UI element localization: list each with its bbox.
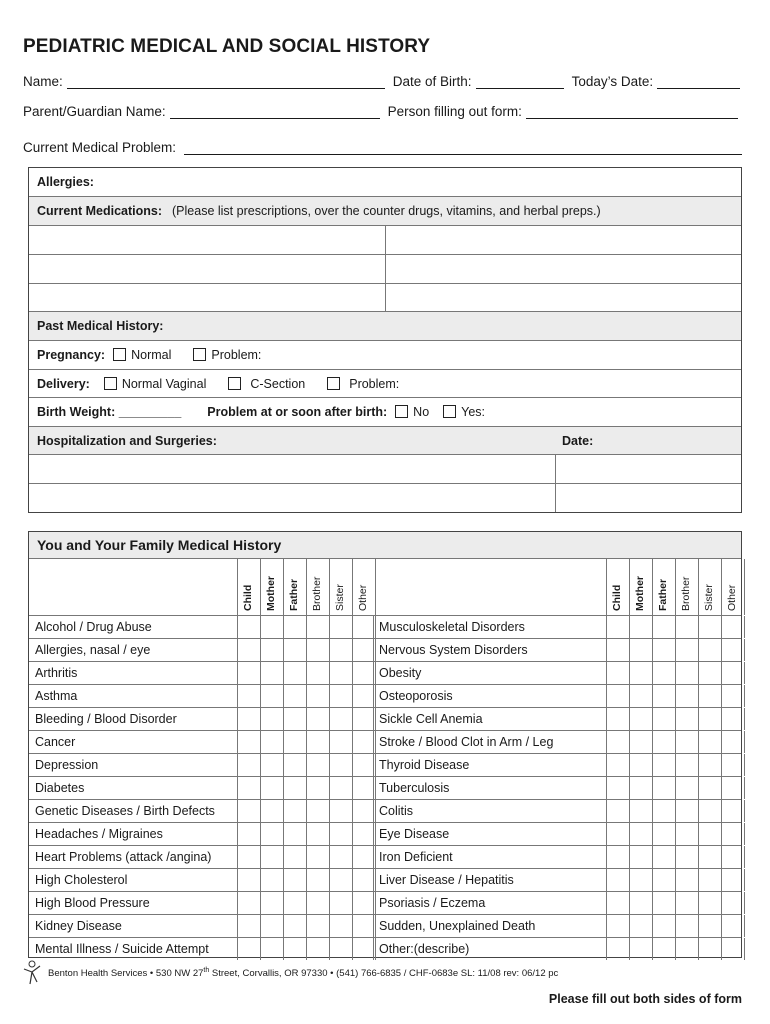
- checkbox-cell-other[interactable]: [721, 616, 744, 638]
- column-header-sister: Sister: [329, 559, 352, 615]
- table-row: [29, 845, 741, 868]
- checkbox-cell-mother[interactable]: [629, 892, 652, 914]
- checkbox-cell-father[interactable]: [652, 616, 675, 638]
- checkbox-cell-mother[interactable]: [260, 915, 283, 937]
- checkbox-cell-other[interactable]: [721, 685, 744, 707]
- checkbox-cell-child[interactable]: [237, 662, 260, 684]
- checkbox-cell-brother[interactable]: [306, 708, 329, 730]
- checkbox-cell-sister[interactable]: [698, 639, 721, 661]
- checkbox-cell-father[interactable]: [283, 639, 306, 661]
- checkbox-cell-child[interactable]: [237, 892, 260, 914]
- checkbox-cell-sister[interactable]: [698, 708, 721, 730]
- hospitalization-entry-row[interactable]: [29, 484, 741, 512]
- table-row: [29, 868, 741, 891]
- checkbox-cell-mother[interactable]: [629, 754, 652, 776]
- condition-label: Kidney Disease: [35, 919, 122, 933]
- birth-problem-yes-label: Yes:: [461, 405, 486, 419]
- checkbox-cell-other[interactable]: [352, 846, 375, 868]
- condition-label: Nervous System Disorders: [379, 643, 528, 657]
- delivery-problem-label: Problem:: [349, 376, 400, 391]
- delivery-csection-label: C-Section: [250, 376, 306, 391]
- checkbox-cell-sister[interactable]: [329, 915, 352, 937]
- pregnancy-problem-checkbox[interactable]: [193, 348, 206, 361]
- family-history-header: [29, 532, 741, 559]
- condition-label: Diabetes: [35, 781, 85, 795]
- hospitalization-date-label: Date:: [562, 433, 594, 448]
- checkbox-cell-brother[interactable]: [675, 777, 698, 799]
- checkbox-cell-father[interactable]: [652, 754, 675, 776]
- checkbox-cell-sister[interactable]: [698, 754, 721, 776]
- checkbox-cell-sister[interactable]: [698, 869, 721, 891]
- checkbox-cell-mother[interactable]: [260, 823, 283, 845]
- checkbox-cell-father[interactable]: [652, 823, 675, 845]
- checkbox-cell-other[interactable]: [721, 938, 744, 960]
- today-label: Today’s Date:: [571, 74, 654, 89]
- checkbox-cell-other[interactable]: [352, 915, 375, 937]
- table-row: [29, 891, 741, 914]
- checkbox-cell-other[interactable]: [352, 685, 375, 707]
- hospitalization-entry-row[interactable]: [29, 455, 741, 484]
- checkbox-cell-father[interactable]: [283, 731, 306, 753]
- checkbox-cell-sister[interactable]: [698, 823, 721, 845]
- checkbox-cell-father[interactable]: [283, 846, 306, 868]
- delivery-csection-checkbox[interactable]: [228, 377, 241, 390]
- checkbox-cell-other[interactable]: [352, 777, 375, 799]
- family-history-body: [29, 615, 741, 960]
- checkbox-cell-father[interactable]: [283, 685, 306, 707]
- checkbox-cell-brother[interactable]: [675, 685, 698, 707]
- checkbox-cell-brother[interactable]: [675, 846, 698, 868]
- condition-label: Headaches / Migraines: [35, 827, 163, 841]
- checkbox-cell-sister[interactable]: [698, 846, 721, 868]
- checkbox-cell-brother[interactable]: [306, 823, 329, 845]
- pregnancy-label: Pregnancy:: [37, 348, 106, 362]
- condition-label: Iron Deficient: [379, 850, 453, 864]
- guardian-line: [23, 104, 738, 119]
- checkbox-cell-other[interactable]: [352, 639, 375, 661]
- checkbox-cell-other[interactable]: [721, 754, 744, 776]
- table-row: [29, 730, 741, 753]
- family-history-title: You and Your Family Medical History: [37, 537, 282, 553]
- checkbox-cell-sister[interactable]: [329, 754, 352, 776]
- checkbox-cell-brother[interactable]: [306, 892, 329, 914]
- checkbox-cell-child[interactable]: [237, 777, 260, 799]
- checkbox-cell-child[interactable]: [237, 823, 260, 845]
- checkbox-cell-child[interactable]: [606, 662, 629, 684]
- person-field[interactable]: [526, 105, 738, 119]
- checkbox-cell-child[interactable]: [606, 731, 629, 753]
- checkbox-cell-sister[interactable]: [329, 639, 352, 661]
- checkbox-cell-child[interactable]: [606, 800, 629, 822]
- checkbox-cell-other[interactable]: [352, 731, 375, 753]
- checkbox-cell-other[interactable]: [721, 846, 744, 868]
- checkbox-cell-mother[interactable]: [260, 777, 283, 799]
- birth-problem-no-label: No: [413, 405, 430, 419]
- current-meds-row: [29, 197, 741, 226]
- condition-label: Other:(describe): [379, 942, 470, 956]
- checkbox-cell-sister[interactable]: [698, 731, 721, 753]
- checkbox-cell-father[interactable]: [283, 708, 306, 730]
- name-line: [23, 74, 740, 89]
- column-header-father: Father: [652, 559, 675, 615]
- column-header-sister: Sister: [698, 559, 721, 615]
- checkbox-cell-brother[interactable]: [675, 869, 698, 891]
- checkbox-cell-sister[interactable]: [698, 915, 721, 937]
- column-header-father: Father: [283, 559, 306, 615]
- checkbox-cell-other[interactable]: [352, 892, 375, 914]
- condition-label: Musculoskeletal Disorders: [379, 620, 525, 634]
- checkbox-cell-child[interactable]: [237, 639, 260, 661]
- checkbox-cell-sister[interactable]: [329, 777, 352, 799]
- checkbox-cell-sister[interactable]: [698, 892, 721, 914]
- checkbox-cell-sister[interactable]: [329, 731, 352, 753]
- condition-label: Tuberculosis: [379, 781, 450, 795]
- person-label: Person filling out form:: [387, 104, 522, 119]
- medical-box: [28, 167, 742, 513]
- footer-address: Benton Health Services • 530 NW 27th Street, Corvallis, OR 97330 • (541) 766-6835 / CHF-0683e SL: 11/08 rev: 06/12 pc: [48, 966, 559, 980]
- past-history-title: Past Medical History:: [37, 319, 164, 333]
- checkbox-cell-father[interactable]: [283, 616, 306, 638]
- condition-label: Liver Disease / Hepatitis: [379, 873, 514, 887]
- condition-label: Sickle Cell Anemia: [379, 712, 483, 726]
- condition-label: High Blood Pressure: [35, 896, 150, 910]
- checkbox-cell-child[interactable]: [606, 754, 629, 776]
- table-row: [29, 937, 741, 960]
- condition-label: Sudden, Unexplained Death: [379, 919, 536, 933]
- delivery-vaginal-label: Normal Vaginal: [121, 376, 207, 391]
- checkbox-cell-child[interactable]: [606, 685, 629, 707]
- condition-label: Obesity: [379, 666, 422, 680]
- checkbox-cell-child[interactable]: [606, 892, 629, 914]
- meds-entry-row[interactable]: [29, 226, 741, 255]
- checkbox-cell-other[interactable]: [352, 708, 375, 730]
- checkbox-cell-father[interactable]: [652, 846, 675, 868]
- checkbox-cell-child[interactable]: [606, 869, 629, 891]
- checkbox-cell-mother[interactable]: [629, 708, 652, 730]
- name-field[interactable]: [67, 75, 385, 89]
- column-header-mother: Mother: [629, 559, 652, 615]
- checkbox-cell-child[interactable]: [606, 777, 629, 799]
- checkbox-cell-brother[interactable]: [306, 731, 329, 753]
- table-row: [29, 776, 741, 799]
- condition-label: Cancer: [35, 735, 76, 749]
- checkbox-cell-child[interactable]: [606, 639, 629, 661]
- checkbox-cell-child[interactable]: [237, 800, 260, 822]
- checkbox-cell-brother[interactable]: [306, 662, 329, 684]
- checkbox-cell-other[interactable]: [721, 639, 744, 661]
- checkbox-cell-mother[interactable]: [260, 616, 283, 638]
- checkbox-cell-mother[interactable]: [260, 639, 283, 661]
- checkbox-cell-brother[interactable]: [675, 616, 698, 638]
- checkbox-cell-mother[interactable]: [629, 662, 652, 684]
- checkbox-cell-other[interactable]: [352, 616, 375, 638]
- condition-label: Bleeding / Blood Disorder: [35, 712, 177, 726]
- pregnancy-normal-checkbox[interactable]: [113, 348, 126, 361]
- checkbox-cell-child[interactable]: [237, 616, 260, 638]
- table-row: [29, 822, 741, 845]
- condition-label: High Cholesterol: [35, 873, 128, 887]
- checkbox-cell-mother[interactable]: [629, 846, 652, 868]
- checkbox-cell-other[interactable]: [352, 938, 375, 960]
- checkbox-cell-sister[interactable]: [329, 800, 352, 822]
- checkbox-cell-father[interactable]: [652, 685, 675, 707]
- checkbox-cell-brother[interactable]: [306, 754, 329, 776]
- checkbox-cell-brother[interactable]: [675, 823, 698, 845]
- table-row: [29, 661, 741, 684]
- checkbox-cell-mother[interactable]: [629, 639, 652, 661]
- checkbox-cell-father[interactable]: [283, 938, 306, 960]
- checkbox-cell-other[interactable]: [352, 800, 375, 822]
- column-header-child: Child: [606, 559, 629, 615]
- birth-problem-no-checkbox[interactable]: [395, 405, 408, 418]
- checkbox-cell-brother[interactable]: [306, 800, 329, 822]
- checkbox-cell-sister[interactable]: [698, 662, 721, 684]
- checkbox-cell-sister[interactable]: [329, 823, 352, 845]
- checkbox-cell-other[interactable]: [721, 869, 744, 891]
- table-row: [29, 707, 741, 730]
- checkbox-cell-sister[interactable]: [329, 869, 352, 891]
- column-header-other: Other: [721, 559, 744, 615]
- checkbox-cell-father[interactable]: [652, 639, 675, 661]
- checkbox-cell-child[interactable]: [237, 938, 260, 960]
- checkbox-cell-brother[interactable]: [675, 639, 698, 661]
- checkbox-cell-brother[interactable]: [675, 938, 698, 960]
- today-field[interactable]: [657, 75, 740, 89]
- past-history-row: [29, 312, 741, 341]
- checkbox-cell-child[interactable]: [606, 616, 629, 638]
- checkbox-cell-brother[interactable]: [675, 754, 698, 776]
- benton-logo-icon: [22, 960, 42, 986]
- checkbox-cell-mother[interactable]: [260, 869, 283, 891]
- form-title: PEDIATRIC MEDICAL AND SOCIAL HISTORY: [23, 36, 431, 57]
- checkbox-cell-mother[interactable]: [260, 685, 283, 707]
- checkbox-cell-brother[interactable]: [306, 777, 329, 799]
- checkbox-cell-mother[interactable]: [629, 731, 652, 753]
- checkbox-cell-mother[interactable]: [260, 846, 283, 868]
- current-meds-note: (Please list prescriptions, over the counter drugs, vitamins, and herbal preps.): [172, 204, 601, 218]
- guardian-field[interactable]: [170, 105, 380, 119]
- family-history-table: [28, 531, 742, 958]
- checkbox-cell-brother[interactable]: [306, 616, 329, 638]
- pregnancy-normal-label: Normal: [131, 348, 172, 362]
- checkbox-cell-mother[interactable]: [629, 869, 652, 891]
- checkbox-cell-sister[interactable]: [698, 777, 721, 799]
- checkbox-cell-other[interactable]: [721, 892, 744, 914]
- condition-label: Depression: [35, 758, 99, 772]
- pregnancy-problem-label: Problem:: [211, 348, 262, 362]
- checkbox-cell-sister[interactable]: [329, 685, 352, 707]
- table-row: [29, 615, 741, 638]
- checkbox-cell-mother[interactable]: [629, 938, 652, 960]
- checkbox-cell-child[interactable]: [237, 869, 260, 891]
- condition-label: Arthritis: [35, 666, 78, 680]
- column-header-mother: Mother: [260, 559, 283, 615]
- condition-label: Allergies, nasal / eye: [35, 643, 151, 657]
- condition-label: Eye Disease: [379, 827, 450, 841]
- checkbox-cell-father[interactable]: [283, 892, 306, 914]
- guardian-label: Parent/Guardian Name:: [23, 104, 166, 119]
- checkbox-cell-father[interactable]: [283, 800, 306, 822]
- checkbox-cell-child[interactable]: [237, 685, 260, 707]
- checkbox-cell-child[interactable]: [237, 708, 260, 730]
- checkbox-cell-brother[interactable]: [675, 915, 698, 937]
- hospitalization-header-row: [29, 427, 741, 455]
- checkbox-cell-sister[interactable]: [329, 616, 352, 638]
- allergies-row[interactable]: [29, 168, 741, 197]
- column-header-brother: Brother: [306, 559, 329, 615]
- checkbox-cell-child[interactable]: [237, 915, 260, 937]
- condition-label: Psoriasis / Eczema: [379, 896, 486, 910]
- checkbox-cell-child[interactable]: [606, 915, 629, 937]
- checkbox-cell-child[interactable]: [237, 846, 260, 868]
- checkbox-cell-sister[interactable]: [329, 708, 352, 730]
- checkbox-cell-sister[interactable]: [329, 662, 352, 684]
- condition-label: Thyroid Disease: [379, 758, 470, 772]
- dob-field[interactable]: [476, 75, 564, 89]
- checkbox-cell-father[interactable]: [652, 938, 675, 960]
- checkbox-cell-mother[interactable]: [629, 616, 652, 638]
- current-problem-line: [23, 140, 742, 155]
- condition-label: Genetic Diseases / Birth Defects: [35, 804, 215, 818]
- checkbox-cell-mother[interactable]: [629, 685, 652, 707]
- checkbox-cell-father[interactable]: [283, 823, 306, 845]
- checkbox-cell-mother[interactable]: [629, 800, 652, 822]
- checkbox-cell-father[interactable]: [283, 915, 306, 937]
- checkbox-cell-mother[interactable]: [260, 892, 283, 914]
- checkbox-cell-child[interactable]: [606, 938, 629, 960]
- problem-birth-label: Problem at or soon after birth:: [207, 405, 388, 419]
- checkbox-cell-brother[interactable]: [675, 800, 698, 822]
- checkbox-cell-sister[interactable]: [329, 892, 352, 914]
- current-meds-label: Current Medications:: [37, 204, 163, 218]
- meds-entry-row[interactable]: [29, 255, 741, 284]
- condition-label: Alcohol / Drug Abuse: [35, 620, 152, 634]
- current-problem-field[interactable]: [184, 141, 742, 155]
- checkbox-cell-brother[interactable]: [306, 685, 329, 707]
- table-row: [29, 799, 741, 822]
- delivery-problem-checkbox[interactable]: [327, 377, 340, 390]
- checkbox-cell-mother[interactable]: [629, 777, 652, 799]
- checkbox-cell-father[interactable]: [652, 892, 675, 914]
- checkbox-cell-other[interactable]: [721, 731, 744, 753]
- checkbox-cell-other[interactable]: [352, 823, 375, 845]
- checkbox-cell-sister[interactable]: [329, 938, 352, 960]
- birth-problem-yes-checkbox[interactable]: [443, 405, 456, 418]
- checkbox-cell-child[interactable]: [237, 754, 260, 776]
- birth-weight-row: [29, 398, 741, 427]
- checkbox-cell-father[interactable]: [283, 662, 306, 684]
- footer: [22, 960, 558, 986]
- checkbox-cell-other[interactable]: [721, 823, 744, 845]
- checkbox-cell-other[interactable]: [352, 662, 375, 684]
- checkbox-cell-father[interactable]: [652, 731, 675, 753]
- checkbox-cell-brother[interactable]: [306, 639, 329, 661]
- column-header-child: Child: [237, 559, 260, 615]
- checkbox-cell-brother[interactable]: [675, 662, 698, 684]
- checkbox-cell-mother[interactable]: [260, 938, 283, 960]
- table-row: [29, 638, 741, 661]
- checkbox-cell-other[interactable]: [352, 754, 375, 776]
- condition-label: Mental Illness / Suicide Attempt: [35, 942, 209, 956]
- footer-note: Please fill out both sides of form: [548, 992, 742, 1006]
- checkbox-cell-child[interactable]: [237, 731, 260, 753]
- checkbox-cell-child[interactable]: [606, 708, 629, 730]
- checkbox-cell-father[interactable]: [283, 754, 306, 776]
- table-row: [29, 753, 741, 776]
- checkbox-cell-other[interactable]: [721, 662, 744, 684]
- current-problem-label: Current Medical Problem:: [23, 140, 177, 155]
- delivery-label: Delivery:: [37, 376, 90, 391]
- checkbox-cell-father[interactable]: [652, 800, 675, 822]
- checkbox-cell-mother[interactable]: [260, 662, 283, 684]
- checkbox-cell-sister[interactable]: [698, 616, 721, 638]
- checkbox-cell-mother[interactable]: [260, 731, 283, 753]
- checkbox-cell-father[interactable]: [283, 777, 306, 799]
- checkbox-cell-child[interactable]: [606, 846, 629, 868]
- checkbox-cell-brother[interactable]: [675, 708, 698, 730]
- condition-label: Stroke / Blood Clot in Arm / Leg: [379, 735, 554, 749]
- checkbox-cell-father[interactable]: [652, 708, 675, 730]
- delivery-row: [29, 370, 741, 398]
- dob-label: Date of Birth:: [392, 74, 472, 89]
- checkbox-cell-father[interactable]: [652, 915, 675, 937]
- birth-weight-label[interactable]: Birth Weight: _________: [37, 405, 182, 419]
- checkbox-cell-sister[interactable]: [329, 846, 352, 868]
- condition-label: Asthma: [35, 689, 78, 703]
- checkbox-cell-mother[interactable]: [260, 754, 283, 776]
- checkbox-cell-other[interactable]: [721, 800, 744, 822]
- checkbox-cell-father[interactable]: [652, 869, 675, 891]
- family-column-headers: [29, 559, 741, 615]
- column-header-brother: Brother: [675, 559, 698, 615]
- checkbox-cell-sister[interactable]: [698, 938, 721, 960]
- checkbox-cell-mother[interactable]: [260, 708, 283, 730]
- checkbox-cell-sister[interactable]: [698, 800, 721, 822]
- checkbox-cell-father[interactable]: [652, 777, 675, 799]
- checkbox-cell-sister[interactable]: [698, 685, 721, 707]
- condition-label: Osteoporosis: [379, 689, 453, 703]
- checkbox-cell-father[interactable]: [283, 869, 306, 891]
- column-header-other: Other: [352, 559, 375, 615]
- condition-label: Heart Problems (attack /angina): [35, 850, 212, 864]
- checkbox-cell-brother[interactable]: [675, 731, 698, 753]
- checkbox-cell-mother[interactable]: [629, 823, 652, 845]
- checkbox-cell-brother[interactable]: [306, 938, 329, 960]
- delivery-vaginal-checkbox[interactable]: [104, 377, 117, 390]
- name-label: Name:: [23, 74, 63, 89]
- meds-entry-row[interactable]: [29, 284, 741, 312]
- checkbox-cell-brother[interactable]: [675, 892, 698, 914]
- checkbox-cell-other[interactable]: [721, 708, 744, 730]
- checkbox-cell-other[interactable]: [721, 915, 744, 937]
- checkbox-cell-brother[interactable]: [306, 869, 329, 891]
- checkbox-cell-brother[interactable]: [306, 846, 329, 868]
- checkbox-cell-father[interactable]: [652, 662, 675, 684]
- allergies-label: Allergies:: [37, 175, 94, 189]
- checkbox-cell-other[interactable]: [352, 869, 375, 891]
- table-row: [29, 684, 741, 707]
- checkbox-cell-child[interactable]: [606, 823, 629, 845]
- checkbox-cell-brother[interactable]: [306, 915, 329, 937]
- checkbox-cell-mother[interactable]: [629, 915, 652, 937]
- table-row: [29, 914, 741, 937]
- condition-label: Colitis: [379, 804, 414, 818]
- checkbox-cell-mother[interactable]: [260, 800, 283, 822]
- hospitalization-label: Hospitalization and Surgeries:: [37, 433, 217, 448]
- pregnancy-row: [29, 341, 741, 370]
- checkbox-cell-other[interactable]: [721, 777, 744, 799]
